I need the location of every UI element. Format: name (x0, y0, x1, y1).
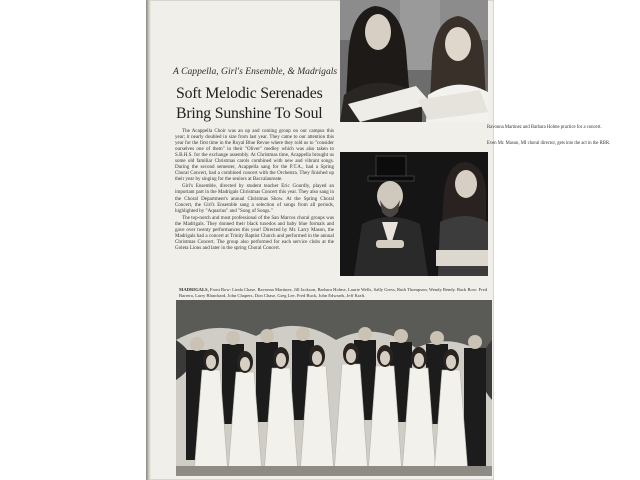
photo-mason-top-hat (340, 152, 488, 276)
body-paragraph: The top-notch and most professional of the San Marcos choral groups was the Madrigals. They donned their black tuxedos and baby blue formals and gave over twenty performances this year! Directed by Mr. Larry Mason, the Madrigals had a concert at Trinity Baptist Church and performed in the annual Christmas Concert. The group also performed for each service clubs at the Goleta Lions and later in the spring Choral Concert. (175, 214, 334, 251)
back-row-names: Fred Barrera, Larry Blanchard, John Chapers, Don Chase, Greg Lee, Fred Buck, John Edwards, Jeff Kraft. (179, 287, 488, 298)
body-paragraph: Girl's Ensemble, directed by student teacher Eric Gourdly, played an important part in the Madrigals Christmas Concert this year. They also sang in the Choral Department's annual Christmas Show. At the Spring Choral Concert, the Girl's Ensemble sang a selection of songs from all periods, highlighted by "Aquarius" and "Song of Songs." (175, 183, 334, 214)
headline (176, 84, 344, 124)
caption-middle-photo: Even Mr. Mason, MI choral director, gets into the act in the RBR. (487, 141, 611, 146)
article-body (175, 128, 334, 252)
photo-girls-singing (340, 0, 488, 122)
back-row-label: Back Row: (456, 287, 478, 292)
caption-top-photo: Ravonna Martinez and Barbara Holme practice for a concert. (487, 125, 602, 130)
madrigals-label: MADRIGALS, (179, 287, 209, 292)
body-paragraph: The Acappella Choir was an up and coming group on our campus this year; it nearly doubled in size from last year. They came to our attention this year for the first time in the Royal Blue Revue where they told us to "consider ourselves one of them" in their "Oliver" medley which was also taken to S.B.H.S. for the exchange assembly. At Christmas time, Acappella brought us some old familiar Christmas carols combined with new and vibrant songs. During the second semester, Acappella sang for the P.T.A., had a Spring Choral Concert, had a combined concert with the Orchestra. They finished up their year by singing for the seniors at Baccalaureate. (175, 128, 334, 183)
photo-madrigals-group (176, 300, 492, 476)
headline-line-2: Bring Sunshine To Soul (176, 105, 323, 122)
front-row-names: Linda Chase, Ravonna Martinez, Jill Jackson, Barbara Holme, Laurie Wells, Sally Gress, Ruth Thompson, Wendy Bendy. (232, 287, 456, 292)
headline-line-1: Soft Melodic Serenades (176, 85, 323, 102)
yearbook-page (146, 0, 611, 480)
front-row-label: Front Row: (209, 287, 231, 292)
section-heading: A Cappella, Girl's Ensemble, & Madrigals (173, 66, 338, 77)
madrigals-caption (179, 287, 491, 299)
